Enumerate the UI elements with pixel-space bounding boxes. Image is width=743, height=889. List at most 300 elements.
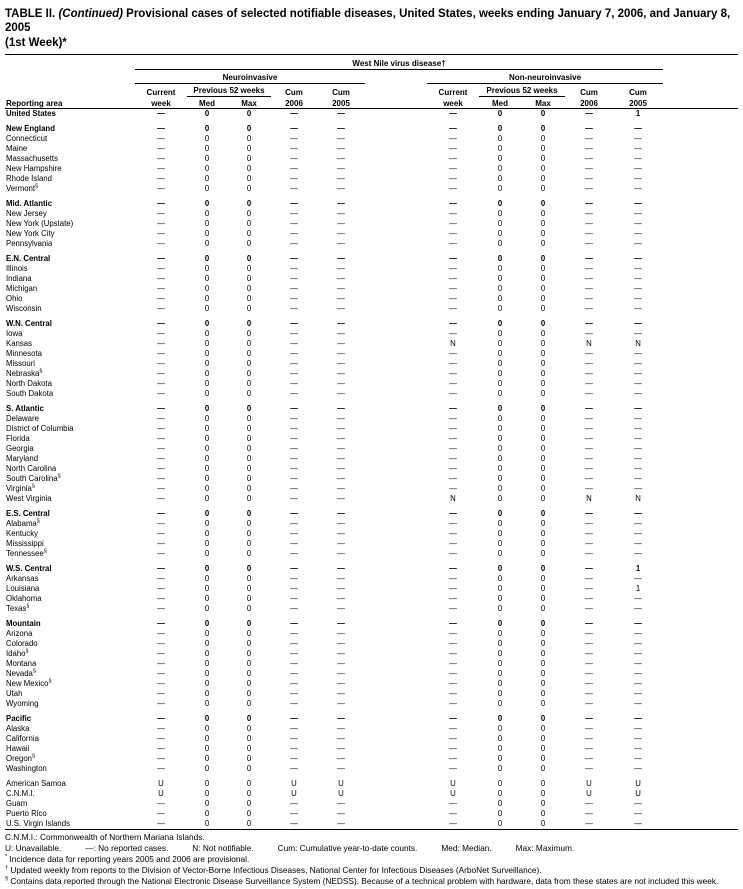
value-cell: — <box>449 424 457 434</box>
value-cell: 0 <box>246 184 252 194</box>
value-cell: — <box>337 629 345 639</box>
value-cell: — <box>634 539 642 549</box>
value-cell: — <box>634 424 642 434</box>
value-cell: 0 <box>497 144 503 154</box>
value-cell: — <box>634 319 642 329</box>
value-cell: 0 <box>540 604 546 614</box>
value-cell: — <box>290 184 298 194</box>
value-cell: — <box>337 349 345 359</box>
value-cell: — <box>634 239 642 249</box>
value-cell: — <box>585 264 593 274</box>
block-gap-cell <box>365 144 427 154</box>
value-cell: — <box>157 519 165 529</box>
value-cell: — <box>449 254 457 264</box>
reporting-area-cell: Michigan <box>6 284 38 294</box>
value-cell: 0 <box>540 799 546 809</box>
value-cell: 0 <box>497 519 503 529</box>
value-cell: 0 <box>246 799 252 809</box>
legend-item: Cum: Cumulative year-to-date counts. <box>277 843 418 854</box>
value-cell: 0 <box>246 689 252 699</box>
value-cell: 0 <box>246 474 252 484</box>
footnote: * Incidence data for reporting years 2005 and 2006 are provisional. <box>5 854 250 865</box>
value-cell: — <box>634 549 642 559</box>
table-row <box>5 424 738 434</box>
value-cell: — <box>585 764 593 774</box>
value-cell: — <box>613 819 663 830</box>
reporting-area-cell: Tennessee§ <box>6 548 47 559</box>
value-cell: 0 <box>540 549 546 559</box>
value-cell: — <box>585 529 593 539</box>
value-cell: — <box>585 549 593 559</box>
value-cell: 0 <box>246 699 252 709</box>
value-cell: 0 <box>246 414 252 424</box>
value-cell: 0 <box>246 239 252 249</box>
value-cell: 0 <box>540 594 546 604</box>
value-cell: — <box>634 379 642 389</box>
value-cell: — <box>449 519 457 529</box>
value-cell: 0 <box>204 529 210 539</box>
footnotes <box>5 854 738 887</box>
reporting-area-cell: Delaware <box>6 414 39 424</box>
value-cell: 0 <box>246 109 252 119</box>
value-cell: — <box>634 509 642 519</box>
value-cell: — <box>157 724 165 734</box>
value-cell: — <box>449 484 457 494</box>
value-cell: — <box>337 174 345 184</box>
filler-cell <box>663 799 738 809</box>
value-cell: — <box>290 619 298 629</box>
value-cell: 0 <box>497 209 503 219</box>
value-cell: — <box>449 184 457 194</box>
value-cell: — <box>337 124 345 134</box>
value-cell: 0 <box>246 764 252 774</box>
value-cell: — <box>449 329 457 339</box>
block-gap-cell <box>365 779 427 789</box>
value-cell: 0 <box>204 349 210 359</box>
value-cell: 0 <box>204 494 210 504</box>
title-main: Provisional cases of selected notifiable diseases, United States, weeks ending January 7, 2006, and January 8, 2005 <box>5 8 731 35</box>
filler-cell <box>663 689 738 699</box>
col-header-cum-nonneuro-2006: Cum <box>580 87 598 97</box>
value-cell: 0 <box>497 164 503 174</box>
value-cell: — <box>157 529 165 539</box>
filler-cell <box>663 304 738 314</box>
filler-cell <box>663 724 738 734</box>
value-cell: U <box>450 789 456 799</box>
value-cell: 0 <box>204 304 210 314</box>
filler-cell <box>663 509 738 519</box>
value-cell: 0 <box>204 424 210 434</box>
value-cell: 0 <box>497 239 503 249</box>
value-cell: N <box>586 494 592 504</box>
spanner-spacer-left <box>5 55 135 70</box>
value-cell: — <box>585 369 593 379</box>
value-cell: — <box>290 584 298 594</box>
value-cell: 0 <box>497 509 503 519</box>
value-cell: — <box>585 379 593 389</box>
value-cell: 0 <box>497 294 503 304</box>
table-row <box>5 349 738 359</box>
value-cell: — <box>449 144 457 154</box>
value-cell: — <box>157 584 165 594</box>
reporting-area-cell: Alaska <box>6 724 30 734</box>
value-cell: 0 <box>204 724 210 734</box>
filler-cell <box>663 464 738 474</box>
value-cell: 0 <box>204 414 210 424</box>
value-cell: — <box>634 574 642 584</box>
value-cell: 0 <box>497 649 503 659</box>
value-cell: — <box>337 209 345 219</box>
value-cell: 0 <box>246 639 252 649</box>
block-gap-cell <box>365 264 427 274</box>
col-header-max-nonneuro: Max <box>521 97 565 109</box>
filler-cell <box>663 669 738 679</box>
value-cell: 0 <box>497 424 503 434</box>
value-cell: 0 <box>204 594 210 604</box>
value-cell: — <box>337 669 345 679</box>
value-cell: 0 <box>204 164 210 174</box>
value-cell: 0 <box>246 199 252 209</box>
reporting-area-cell: Pennsylvania <box>6 239 53 249</box>
value-cell: — <box>317 819 365 830</box>
value-cell: 0 <box>497 109 503 119</box>
filler-cell <box>663 264 738 274</box>
block-gap-cell <box>365 494 427 504</box>
reporting-area-cell: Georgia <box>6 444 34 454</box>
value-cell: 0 <box>246 734 252 744</box>
table-row <box>5 219 738 229</box>
value-cell: — <box>271 819 317 830</box>
filler-cell <box>663 584 738 594</box>
value-cell: 0 <box>540 669 546 679</box>
value-cell: — <box>290 564 298 574</box>
value-cell: — <box>290 809 298 819</box>
value-cell: — <box>585 519 593 529</box>
value-cell: 0 <box>497 434 503 444</box>
table-row <box>5 254 738 264</box>
col-header-cum-nonneuro-2005: Cum <box>629 87 647 97</box>
block-gap-cell <box>365 184 427 194</box>
value-cell: — <box>290 274 298 284</box>
value-cell: 0 <box>540 124 546 134</box>
value-cell: — <box>157 144 165 154</box>
disease-name-header: West Nile virus disease† <box>135 55 663 70</box>
value-cell: — <box>157 274 165 284</box>
value-cell: — <box>585 209 593 219</box>
filler-cell <box>663 209 738 219</box>
value-cell: 0 <box>246 789 252 799</box>
value-cell: — <box>157 639 165 649</box>
value-cell: 0 <box>204 509 210 519</box>
value-cell: — <box>449 464 457 474</box>
value-cell: — <box>290 639 298 649</box>
value-cell: — <box>585 414 593 424</box>
value-cell: — <box>337 134 345 144</box>
table-row <box>5 734 738 744</box>
value-cell: 0 <box>204 604 210 614</box>
value-cell: — <box>290 464 298 474</box>
block-gap-cell <box>365 754 427 764</box>
table-row <box>5 619 738 629</box>
value-cell: — <box>585 424 593 434</box>
legend-item: Max: Maximum. <box>515 843 575 854</box>
block-gap-cell <box>365 209 427 219</box>
value-cell: — <box>290 474 298 484</box>
value-cell: 0 <box>204 584 210 594</box>
value-cell: — <box>290 454 298 464</box>
value-cell: 0 <box>540 744 546 754</box>
value-cell: — <box>157 229 165 239</box>
value-cell: 0 <box>540 379 546 389</box>
value-cell: — <box>337 144 345 154</box>
filler-cell <box>663 529 738 539</box>
block-gap-cell <box>365 329 427 339</box>
value-cell: — <box>585 574 593 584</box>
value-cell: 1 <box>635 584 641 594</box>
value-cell: 0 <box>246 434 252 444</box>
value-cell: — <box>290 669 298 679</box>
value-cell: — <box>157 304 165 314</box>
value-cell: — <box>157 604 165 614</box>
value-cell: — <box>157 219 165 229</box>
value-cell: — <box>337 494 345 504</box>
value-cell: 0 <box>497 284 503 294</box>
reporting-area-cell: Oregon§ <box>6 753 36 764</box>
value-cell: 0 <box>246 494 252 504</box>
value-cell: 0 <box>540 219 546 229</box>
value-cell: 0 <box>204 389 210 399</box>
notifiable-diseases-table <box>5 54 738 830</box>
table-row <box>5 369 738 379</box>
value-cell: — <box>337 389 345 399</box>
value-cell: 0 <box>497 184 503 194</box>
reporting-area-cell: Mountain <box>6 619 41 629</box>
value-cell: — <box>449 389 457 399</box>
value-cell: — <box>337 604 345 614</box>
filler-cell <box>663 219 738 229</box>
value-cell: — <box>290 604 298 614</box>
reporting-area-cell: Texas§ <box>6 603 30 614</box>
value-cell: — <box>157 594 165 604</box>
value-cell: — <box>157 549 165 559</box>
value-cell: 0 <box>204 284 210 294</box>
reporting-area-cell: Iowa <box>6 329 23 339</box>
value-cell: — <box>634 679 642 689</box>
value-cell: — <box>634 349 642 359</box>
value-cell: — <box>634 199 642 209</box>
reporting-area-cell: New York City <box>6 229 55 239</box>
value-cell: 0 <box>204 264 210 274</box>
value-cell: — <box>157 339 165 349</box>
value-cell: — <box>585 284 593 294</box>
value-cell: 0 <box>246 519 252 529</box>
value-cell: — <box>634 669 642 679</box>
value-cell: — <box>337 254 345 264</box>
value-cell: — <box>290 264 298 274</box>
reporting-area-cell: American Samoa <box>6 779 66 789</box>
block-gap-cell <box>365 414 427 424</box>
value-cell: — <box>337 799 345 809</box>
value-cell: — <box>634 699 642 709</box>
block-gap-cell <box>365 464 427 474</box>
value-cell: — <box>290 239 298 249</box>
block-gap-cell <box>365 714 427 724</box>
reporting-area-cell: C.N.M.I. <box>6 789 35 799</box>
value-cell: — <box>337 519 345 529</box>
block-gap-cell <box>365 304 427 314</box>
value-cell: 0 <box>497 359 503 369</box>
block-gap-cell <box>365 699 427 709</box>
value-cell: — <box>290 659 298 669</box>
value-cell: 0 <box>204 779 210 789</box>
value-cell: — <box>157 329 165 339</box>
filler-cell <box>663 294 738 304</box>
block-gap-cell <box>365 444 427 454</box>
value-cell: 0 <box>204 294 210 304</box>
table-row <box>5 754 738 764</box>
value-cell: U <box>291 789 297 799</box>
value-cell: 0 <box>540 389 546 399</box>
value-cell: 0 <box>540 404 546 414</box>
value-cell: — <box>290 444 298 454</box>
table-row <box>5 379 738 389</box>
value-cell: — <box>449 379 457 389</box>
block-gap-cell <box>365 424 427 434</box>
value-cell: — <box>585 809 593 819</box>
value-cell: — <box>634 744 642 754</box>
value-cell: 0 <box>204 474 210 484</box>
filler-cell <box>663 389 738 399</box>
reporting-area-cell: Arizona <box>6 629 33 639</box>
value-cell: — <box>337 454 345 464</box>
value-cell: — <box>634 144 642 154</box>
filler-cell <box>663 519 738 529</box>
block-gap-cell <box>365 454 427 464</box>
value-cell: — <box>337 529 345 539</box>
value-cell: — <box>290 519 298 529</box>
value-cell: — <box>157 464 165 474</box>
value-cell: 0 <box>540 454 546 464</box>
reporting-area-cell: W.N. Central <box>6 319 52 329</box>
value-cell: — <box>290 319 298 329</box>
value-cell: 0 <box>204 109 210 119</box>
value-cell: — <box>585 584 593 594</box>
value-cell: — <box>157 134 165 144</box>
value-cell: — <box>585 619 593 629</box>
value-cell: — <box>634 464 642 474</box>
value-cell: — <box>585 679 593 689</box>
value-cell: — <box>449 659 457 669</box>
value-cell: 0 <box>540 109 546 119</box>
value-cell: — <box>290 754 298 764</box>
value-cell: — <box>585 444 593 454</box>
value-cell: 0 <box>204 679 210 689</box>
value-cell: 0 <box>540 789 546 799</box>
filler-cell <box>663 699 738 709</box>
value-cell: — <box>449 164 457 174</box>
value-cell: 0 <box>540 564 546 574</box>
block-gap-cell <box>365 574 427 584</box>
filler-cell <box>663 349 738 359</box>
value-cell: — <box>449 699 457 709</box>
value-cell: 0 <box>497 304 503 314</box>
value-cell: — <box>157 369 165 379</box>
table-row <box>5 574 738 584</box>
value-cell: 0 <box>204 199 210 209</box>
reporting-area-cell: Florida <box>6 434 30 444</box>
value-cell: — <box>290 124 298 134</box>
table-row <box>5 389 738 399</box>
filler-cell <box>663 424 738 434</box>
value-cell: — <box>157 359 165 369</box>
value-cell: — <box>449 574 457 584</box>
value-cell: — <box>634 294 642 304</box>
value-cell: 0 <box>497 254 503 264</box>
block-gap-cell <box>365 404 427 414</box>
value-cell: 0 <box>246 349 252 359</box>
filler-cell <box>663 444 738 454</box>
value-cell: 0 <box>246 154 252 164</box>
value-cell: 0 <box>204 754 210 764</box>
value-cell: — <box>449 724 457 734</box>
value-cell: — <box>290 629 298 639</box>
value-cell: — <box>337 219 345 229</box>
value-cell: 0 <box>540 294 546 304</box>
value-cell: 0 <box>540 639 546 649</box>
value-cell: — <box>157 494 165 504</box>
value-cell: 0 <box>246 209 252 219</box>
value-cell: 0 <box>540 584 546 594</box>
value-cell: 0 <box>540 659 546 669</box>
value-cell: — <box>449 564 457 574</box>
reporting-area-cell: Kansas <box>6 339 33 349</box>
value-cell: 0 <box>497 809 503 819</box>
value-cell: 0 <box>497 339 503 349</box>
value-cell: — <box>337 639 345 649</box>
value-cell: — <box>290 549 298 559</box>
value-cell: — <box>290 799 298 809</box>
value-cell: 0 <box>540 144 546 154</box>
value-cell: — <box>585 219 593 229</box>
value-cell: — <box>449 284 457 294</box>
value-cell: — <box>634 639 642 649</box>
value-cell: — <box>449 199 457 209</box>
value-cell: — <box>585 629 593 639</box>
value-cell: — <box>337 229 345 239</box>
value-cell: — <box>290 254 298 264</box>
value-cell: — <box>585 714 593 724</box>
value-cell: — <box>290 649 298 659</box>
table-row <box>5 404 738 414</box>
value-cell: — <box>290 209 298 219</box>
value-cell: — <box>290 369 298 379</box>
table-row <box>5 239 738 249</box>
value-cell: 0 <box>246 454 252 464</box>
spanner-spacer-right <box>663 55 738 70</box>
value-cell: 0 <box>246 339 252 349</box>
value-cell: 0 <box>246 144 252 154</box>
value-cell: — <box>449 689 457 699</box>
value-cell: — <box>337 744 345 754</box>
value-cell: 0 <box>204 639 210 649</box>
title-week-note: (1st Week)* <box>5 36 67 49</box>
value-cell: 0 <box>540 339 546 349</box>
value-cell: 0 <box>540 349 546 359</box>
value-cell: 0 <box>246 539 252 549</box>
table-row <box>5 714 738 724</box>
value-cell: 0 <box>204 404 210 414</box>
value-cell: 0 <box>497 699 503 709</box>
